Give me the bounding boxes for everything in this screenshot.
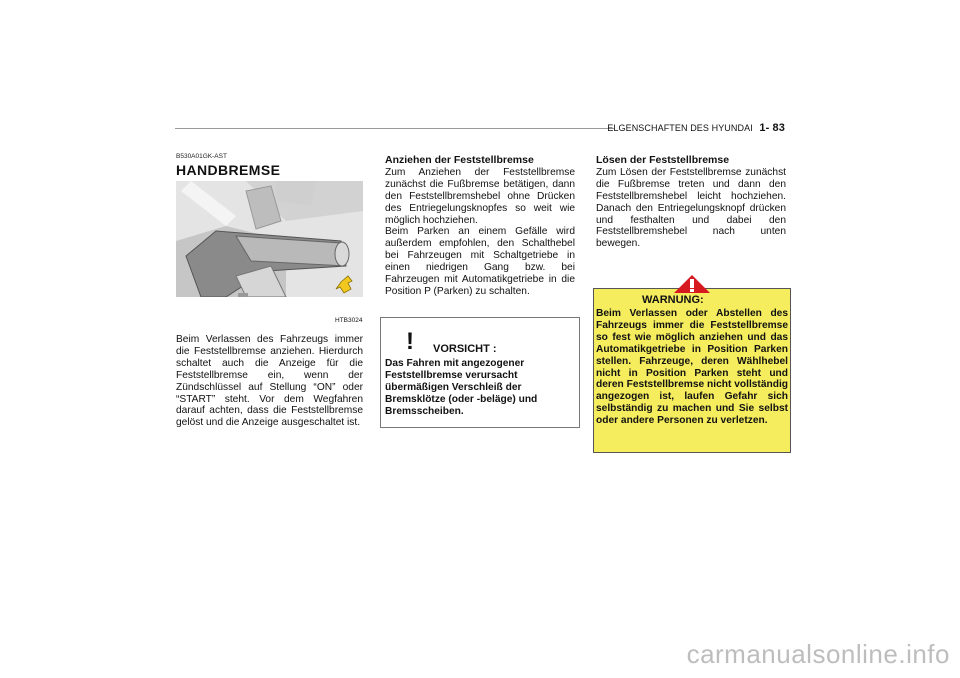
column-1-text: Beim Verlassen des Fahrzeugs immer die Feststellbremse anziehen. Hierdurch schaltet auch die Anzeige für die Feststellbremse ein, wenn der Zündschlüssel auf Stellung “ON” oder “START” steht. Vor dem Wegfahren darauf achten, dass die Feststellbremse gelöst und die Anzeige ausgeschaltet ist. — [176, 334, 363, 429]
caution-box — [380, 317, 580, 428]
section-code: B530A01GK-AST — [176, 153, 227, 160]
caution-text: Das Fahren mit angezogener Feststellbremse verursacht übermäßigen Verschleiß der Bremsklötze (oder -beläge) und Bremsscheiben. — [385, 358, 538, 417]
caution-title: VORSICHT : — [433, 343, 497, 355]
figure-code: HTB3024 — [335, 317, 363, 324]
watermark: carmanualsonline.info — [686, 639, 950, 669]
warning-box — [593, 288, 791, 453]
release-brake-text: Zum Lösen der Feststellbremse zunächst die Fußbremse treten und dann den Feststellbremshebel leicht hochziehen. Danach den Entriegelungsknopf drücken und festhalten und dabei den Feststellbremshebel nach unten bewegen. — [596, 166, 786, 250]
handbrake-photo — [176, 181, 363, 297]
warning-title: WARNUNG: — [642, 294, 704, 306]
column-3 — [596, 155, 786, 250]
section-heading: HANDBREMSE — [176, 162, 281, 178]
apply-brake-subheading: Anziehen der Feststellbremse — [385, 154, 534, 166]
caution-triangle-icon — [393, 323, 427, 353]
apply-brake-text: Zum Anziehen der Feststellbremse zunächst die Fußbremse betätigen, dann den Feststellbremshebel ohne Drücken des Entriegelungsknopfes so weit wie möglich hochziehen. Beim Parken an einem Gefälle wird außerdem empfohlen, den Schalthebel bei Fahrzeugen mit Schaltgetriebe in einen niedrigen Gang bzw. bei Fahrzeugen mit Automatikgetriebe in die Position P (Parken) zu schalten. — [385, 166, 575, 297]
page-number: 1- 83 — [759, 122, 785, 134]
header-rule — [175, 128, 615, 129]
column-2 — [385, 155, 575, 298]
svg-text:!: ! — [406, 328, 414, 353]
warning-triangle-icon — [672, 275, 712, 293]
warning-text: Beim Verlassen oder Abstellen des Fahrzeugs immer die Feststellbremse so fest wie möglich anziehen und das Automatikgetriebe in Position Parken stellen. Fahrzeuge, deren Wählhebel nicht in Position Parken steht und deren Feststellbremse nicht vollständig angezogen ist, laufen Gefahr sich selbständig zu machen und Sie selbst oder andere Personen zu verletzen. — [596, 308, 788, 427]
page-header — [607, 122, 785, 134]
handbrake-illustration — [176, 181, 363, 297]
header-title: ELGENSCHAFTEN DES HYUNDAI — [607, 123, 753, 133]
release-brake-subheading: Lösen der Feststellbremse — [596, 154, 730, 166]
